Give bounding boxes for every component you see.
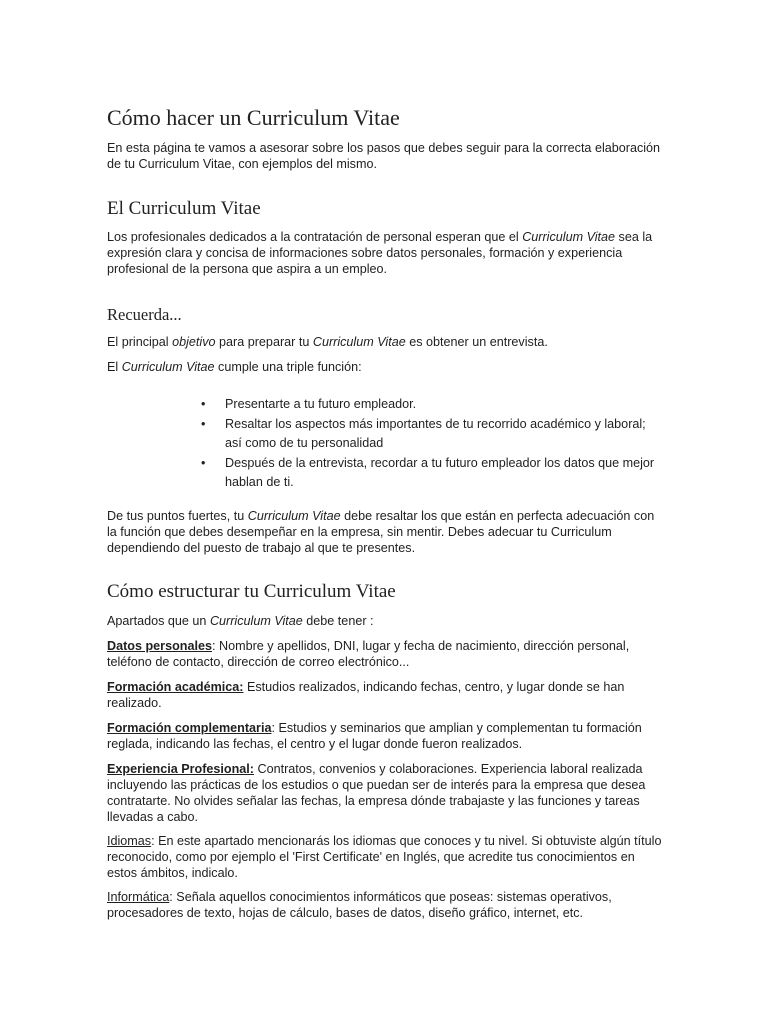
- page-title: Cómo hacer un Curriculum Vitae: [107, 105, 400, 130]
- section1-paragraph: Los profesionales dedicados a la contratación de personal esperan que el Curriculum Vitae sea la expresión clara y concisa de informaciones sobre datos personales, formación y experiencia profesional de la persona que aspira a un empleo.: [107, 230, 653, 276]
- list-item: • Presentarte a tu futuro empleador.: [201, 395, 663, 415]
- emphasis-text: Curriculum Vitae: [522, 230, 616, 244]
- item-label: Experiencia Profesional:: [107, 762, 254, 776]
- list-item: • Después de la entrevista, recordar a tu futuro empleador los datos que mejor hablan de ti.: [201, 454, 663, 493]
- item-label: Formación complementaria: [107, 721, 272, 735]
- sections-lead: Apartados que un Curriculum Vitae debe tener :: [107, 614, 374, 628]
- item-formacion-academica: Formación académica: Estudios realizados, indicando fechas, centro, y lugar donde se han realizado.: [107, 680, 625, 710]
- item-informatica: Informática: Señala aquellos conocimientos informáticos que poseas: sistemas operativos, procesadores de texto, hojas de cálculo, bases de datos, diseño gráfico, internet, etc.: [107, 890, 612, 920]
- item-idiomas: Idiomas: En este apartado mencionarás los idiomas que conoces y tu nivel. Si obtuviste algún título reconocido, como por ejemplo el 'First Certificate' en Inglés, que acredite tus conocimientos en estos ámbitos, indicalo.: [107, 834, 662, 880]
- section-heading-curriculum: El Curriculum Vitae: [107, 198, 261, 219]
- item-formacion-complementaria: Formación complementaria: Estudios y seminarios que amplian y complementan tu formación reglada, indicando las fechas, el centro y el lugar donde fueron realizados.: [107, 721, 642, 751]
- item-experiencia-profesional: Experiencia Profesional: Contratos, convenios y colaboraciones. Experiencia laboral realizada incluyendo las prácticas de los estudios o que puedan ser de interés para la empresa que desea contratarte. No olvides señalar las fechas, la empresa dónde trabajaste y las funciones y tareas llevadas a cabo.: [107, 762, 646, 824]
- section-heading-structure: Cómo estructurar tu Curriculum Vitae: [107, 581, 396, 602]
- item-label: Idiomas: [107, 834, 152, 848]
- item-label: Informática: [107, 890, 170, 904]
- strengths-paragraph: De tus puntos fuertes, tu Curriculum Vitae debe resaltar los que están en perfecta adecuación con la función que debes desempeñar en la empresa, sin mentir. Debes adecuar tu Curriculum dependiendo del puesto de trabajo al que te presentes.: [107, 509, 655, 555]
- item-datos-personales: Datos personales: Nombre y apellidos, DNI, lugar y fecha de nacimiento, dirección personal, teléfono de contacto, dirección de correo electrónico...: [107, 639, 630, 669]
- list-item: • Resaltar los aspectos más importantes de tu recorrido académico y laboral; así como de tu personalidad: [201, 415, 663, 454]
- item-label: Formación académica:: [107, 680, 244, 694]
- function-line: El Curriculum Vitae cumple una triple función:: [107, 360, 362, 374]
- intro-paragraph: En esta página te vamos a asesorar sobre los pasos que debes seguir para la correcta elaboración de tu Curriculum Vitae, con ejemplos del mismo.: [107, 141, 661, 171]
- objective-line: El principal objetivo para preparar tu Curriculum Vitae es obtener un entrevista.: [107, 335, 548, 349]
- item-label: Datos personales: [107, 639, 212, 653]
- section-heading-recuerda: Recuerda...: [107, 305, 182, 324]
- function-list: [201, 395, 663, 493]
